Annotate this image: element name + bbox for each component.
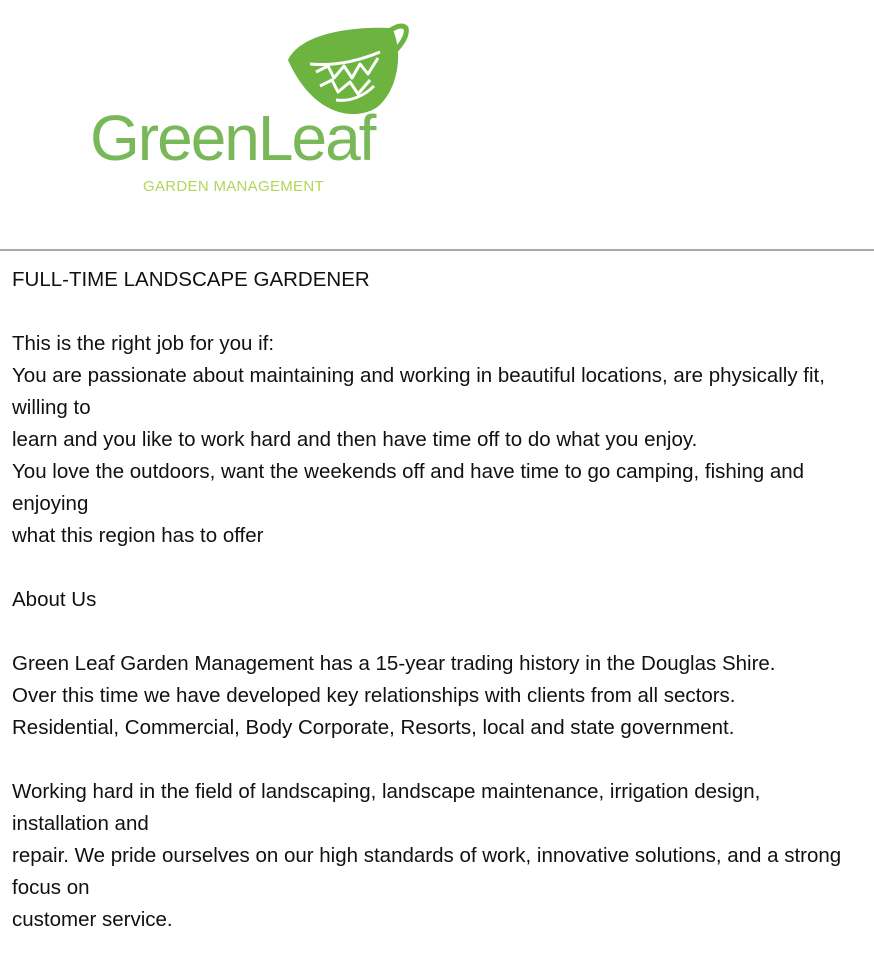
about-line: Over this time we have developed key relationships with clients from all sectors.: [12, 684, 736, 707]
about-line: Green Leaf Garden Management has a 15-year trading history in the Douglas Shire.: [12, 652, 776, 675]
greenleaf-logo: [90, 22, 420, 202]
intro-line: learn and you like to work hard and then have time off to do what you enjoy.: [12, 428, 698, 451]
work-line: customer service.: [12, 908, 173, 931]
spacer: [12, 552, 862, 584]
spacer: [12, 616, 862, 648]
spacer: [12, 744, 862, 776]
intro-line: what this region has to offer: [12, 524, 264, 547]
header-divider: [0, 249, 874, 251]
intro-heading: This is the right job for you if:: [12, 332, 275, 355]
job-title: FULL-TIME LANDSCAPE GARDENER: [12, 268, 370, 291]
logo-wordmark: [90, 102, 375, 174]
spacer: [12, 296, 862, 328]
logo-tagline: GARDEN MANAGEMENT: [143, 178, 324, 195]
logo-wordmark-leaf: Leaf: [257, 102, 375, 174]
intro-line: You are passionate about maintaining and working in beautiful locations, are physically fit, willing to: [12, 364, 825, 419]
page-header: [0, 0, 874, 250]
logo-wordmark-green: Green: [90, 102, 258, 174]
intro-line: You love the outdoors, want the weekends off and have time to go camping, fishing and enjoying: [12, 460, 805, 515]
job-description: [12, 264, 862, 936]
work-line: repair. We pride ourselves on our high standards of work, innovative solutions, and a strong focus on: [12, 844, 842, 899]
work-line: Working hard in the field of landscaping, landscape maintenance, irrigation design, installation and: [12, 780, 761, 835]
about-line: Residential, Commercial, Body Corporate, Resorts, local and state government.: [12, 716, 735, 739]
about-heading: About Us: [12, 588, 97, 611]
